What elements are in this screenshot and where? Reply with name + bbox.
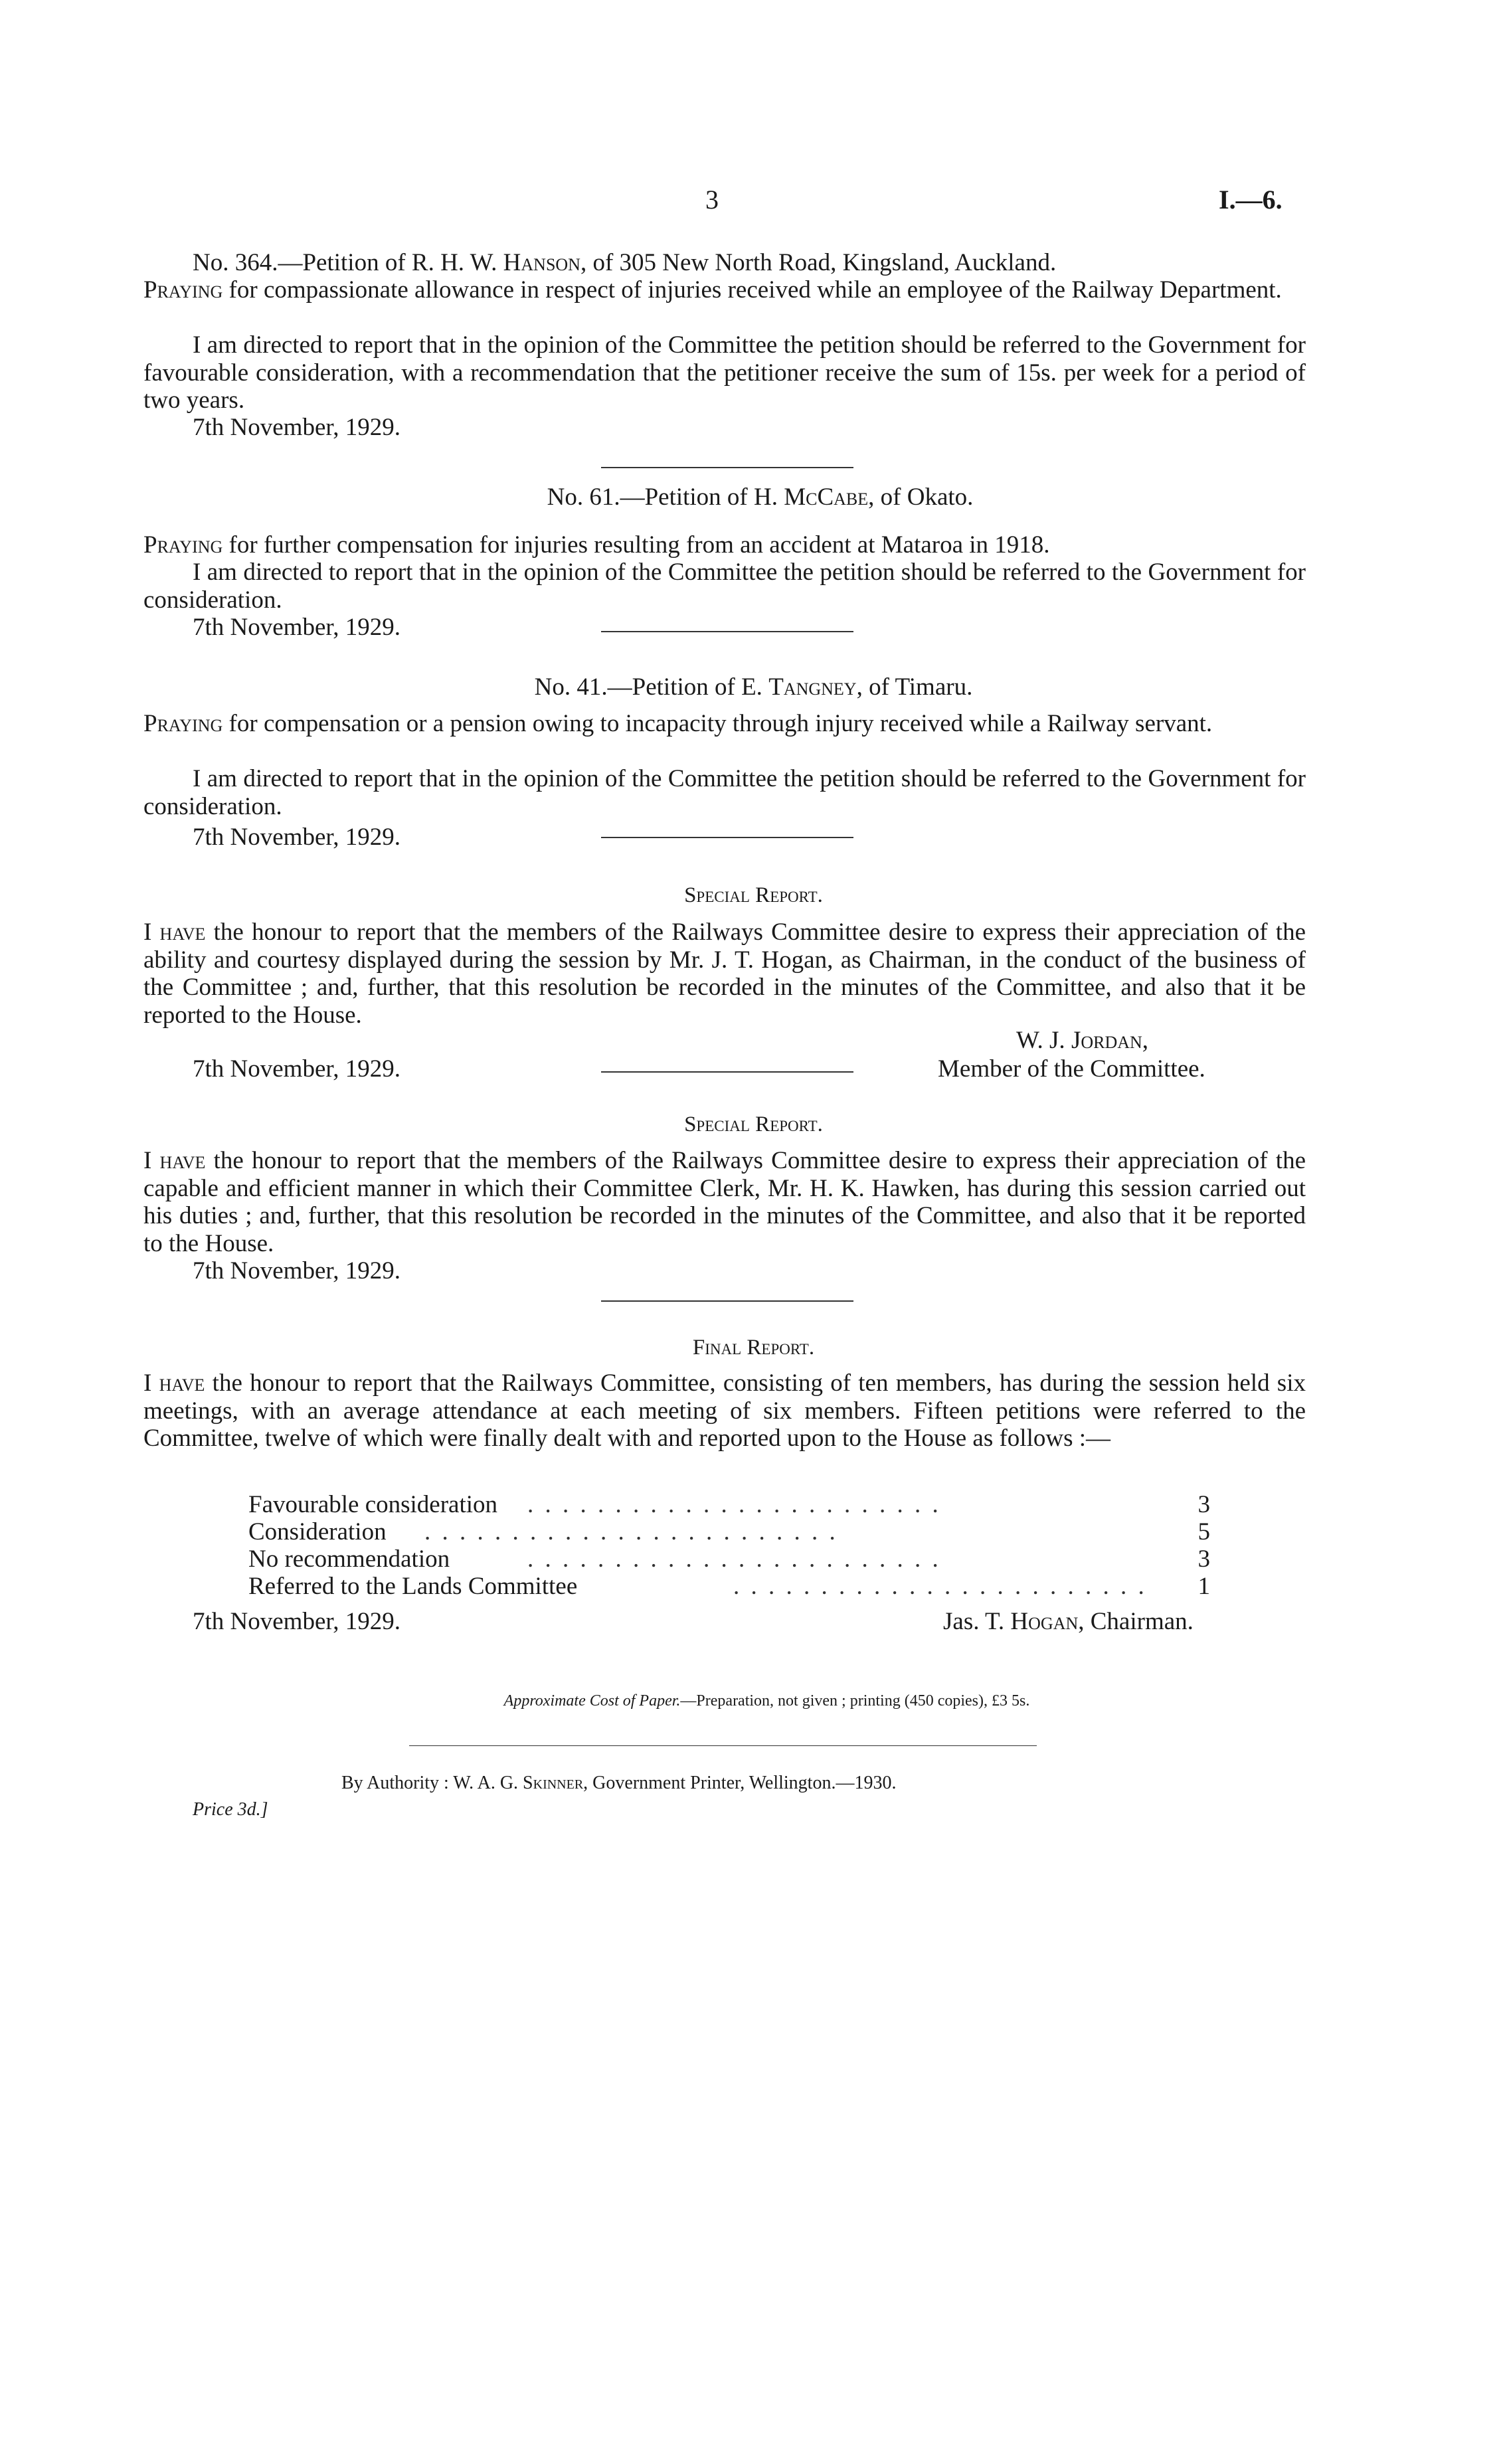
petitioner-name: McCabe (784, 484, 869, 511)
dot-leader: . . . . . . . . . . . . . . . . . . . . . . . . (527, 1545, 941, 1573)
report-date: 7th November, 1929. (193, 1055, 400, 1083)
dot-leader: . . . . . . . . . . . . . . . . . . . . . . . . (733, 1573, 1147, 1600)
special-report-title: Special Report. (684, 1112, 823, 1136)
page-number: 3 (705, 185, 719, 215)
category-label: Favourable consideration (248, 1491, 498, 1518)
final-report-title: Final Report. (692, 1336, 815, 1360)
category-row (248, 1518, 1211, 1545)
category-count: 5 (1190, 1518, 1210, 1545)
price-note: Price 3d.] (193, 1799, 268, 1820)
petition-praying: Praying for further compensation for injuries resulting from an accident at Mataroa in 1918. (143, 531, 1050, 559)
special-report-body: I have the honour to report that the members of the Railways Committee desire to express their appreciation of the ability and courtesy displayed during the session by Mr. J. T. Hogan, as Chairman, in the conduct of the business of the Committee ; and, further, that this resolution be recorded in the minutes of the Committee, and also that it be reported to the House. (143, 919, 1306, 1029)
footer-divider (409, 1745, 1037, 1746)
petition-date: 7th November, 1929. (193, 824, 400, 851)
signatory-name: W. J. Jordan, (1016, 1027, 1149, 1054)
category-label: Referred to the Lands Committee (248, 1573, 578, 1600)
petition-report: I am directed to report that in the opinion of the Committee the petition should be referred to the Government for consideration. (143, 559, 1306, 614)
special-report-title: Special Report. (684, 883, 823, 907)
authority-line: By Authority : W. A. G. Skinner, Government Printer, Wellington.—1930. (341, 1773, 897, 1793)
chairman-signature: Jas. T. Hogan, Chairman. (943, 1608, 1194, 1635)
petitioner-name: Hanson (503, 249, 580, 276)
petition-report: I am directed to report that in the opinion of the Committee the petition should be referred to the Government for favourable consideration, with a recommendation that the petitioner receive the sum of 15s. per week for a period of two years. (143, 331, 1306, 414)
report-date: 7th November, 1929. (193, 1608, 400, 1635)
cost-note: Approximate Cost of Paper.—Preparation, not given ; printing (450 copies), £3 5s. (503, 1692, 1030, 1710)
petition-praying: Praying for compensation or a pension owing to incapacity through injury received while a Railway servant. (143, 710, 1213, 737)
category-count: 1 (1190, 1573, 1210, 1600)
report-date: 7th November, 1929. (193, 1257, 400, 1284)
petition-report: I am directed to report that in the opinion of the Committee the petition should be referred to the Government for consideration. (143, 765, 1306, 820)
category-label: No recommendation (248, 1545, 450, 1573)
petition-date: 7th November, 1929. (193, 414, 400, 441)
category-row (248, 1573, 1211, 1600)
final-report-body: I have the honour to report that the Railways Committee, consisting of ten members, has during the session held six meetings, with an average attendance at each meeting of six members. Fifteen petitions were referred to the Committee, twelve of which were finally dealt with and reported upon to the House as follows :— (143, 1369, 1306, 1452)
category-label: Consideration (248, 1518, 387, 1545)
section-divider (601, 837, 853, 838)
category-row (248, 1491, 1211, 1518)
petition-heading: No. 364.—Petition of R. H. W. Hanson, of 305 New North Road, Kingsland, Auckland. (193, 249, 1057, 276)
signatory-role: Member of the Committee. (938, 1055, 1205, 1083)
section-divider (601, 631, 853, 632)
category-row (248, 1545, 1211, 1573)
category-count: 3 (1190, 1545, 1210, 1573)
petition-praying: Praying for compassionate allowance in respect of injuries received while an employee of the Railway Department. (143, 276, 1282, 304)
petition-date: 7th November, 1929. (193, 614, 400, 641)
category-count: 3 (1190, 1491, 1210, 1518)
special-report-body: I have the honour to report that the members of the Railways Committee desire to express their appreciation of the capable and efficient manner in which their Committee Clerk, Mr. H. K. Hawken, has during this session carried out his duties ; and, further, that this resolution be recorded in the minutes of the Committee, and also that it be reported to the House. (143, 1147, 1306, 1257)
section-divider (601, 467, 853, 468)
dot-leader: . . . . . . . . . . . . . . . . . . . . . . . . (424, 1518, 838, 1545)
petitioner-name: Tangney (768, 673, 857, 701)
petition-heading: No. 61.—Petition of H. McCabe, of Okato. (547, 484, 974, 511)
section-divider (601, 1300, 853, 1302)
petition-heading: No. 41.—Petition of E. Tangney, of Timaru. (534, 673, 973, 701)
document-reference: I.—6. (1219, 185, 1283, 215)
section-divider (601, 1071, 853, 1073)
dot-leader: . . . . . . . . . . . . . . . . . . . . . . . . (527, 1491, 941, 1518)
